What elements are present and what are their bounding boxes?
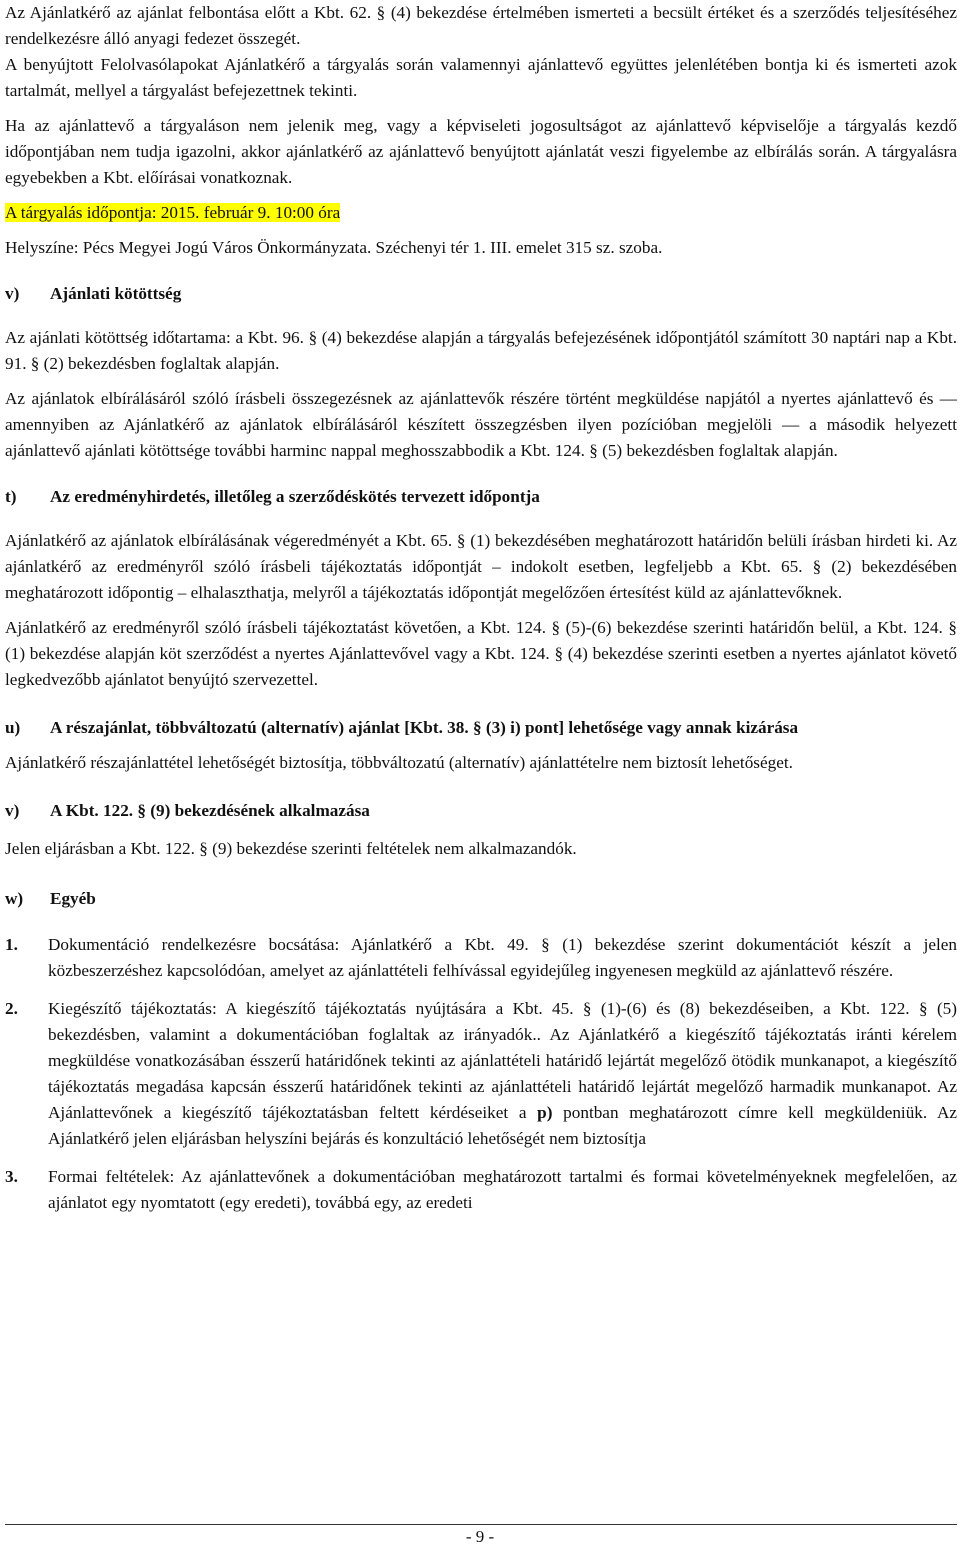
section-letter: w) (5, 889, 24, 908)
list-number: 3. (5, 1167, 18, 1186)
section-heading-kbt-122 (5, 798, 957, 824)
paragraph-binding-extension: Az ajánlatok elbírálásáról szóló írásbeli összegezésnek az ajánlattevők részére történt megküldése napjától a nyertes ajánlattevő és — amennyiben az Ajánlatkérő az ajánlatok elbírálásáról készített összegzésben ilyen pozícióban megjelöli — a második helyezett ajánlattevő ajánlati kötöttsége további harminc nappal meghosszabbodik a Kbt. 124. § (5) bekezdésben foglaltak alapján. (5, 389, 957, 460)
section-heading-results (5, 484, 957, 510)
paragraph-kbt-122: Jelen eljárásban a Kbt. 122. § (9) bekezdése szerinti feltételek nem alkalmazandók. (5, 839, 577, 858)
list-item-supplementary-info (5, 996, 957, 1152)
paragraph-results-announcement: Ajánlatkérő az ajánlatok elbírálásának végeredményét a Kbt. 65. § (1) bekezdésében meghatározott határidőn belüli írásban hirdeti ki. Az ajánlatkérő az eredményről szóló írásbeli tájékoztatás időpontját – indokolt esetben, legfeljebb a Kbt. 65. § (2) bekezdésében meghatározott időpontig – elhalaszthatja, melyről a tájékoztatás időpontját megelőzően értesítést küld az ajánlattevőknek. (5, 531, 957, 602)
list-text-bold: p) (537, 1103, 553, 1122)
section-letter: v) (5, 801, 20, 820)
section-title: A részajánlat, többváltozatú (alternatív) ajánlat [Kbt. 38. § (3) i) pont] lehetősége vagy annak kizárása (50, 718, 799, 737)
negotiation-date-highlight: A tárgyalás időpontja: 2015. február 9. 10:00 óra (5, 203, 341, 222)
list-text: Dokumentáció rendelkezésre bocsátása: Ajánlatkérő a Kbt. 49. § (1) bekezdése szerint dokumentációt készít a jelen közbeszerzéshez kapcsolódóan, amelyet az ajánlattételi felhívással egyidejűleg ingyenesen megküld az ajánlattevő részére. (48, 935, 957, 980)
paragraph-binding-period: Az ajánlati kötöttség időtartama: a Kbt. 96. § (4) bekezdése alapján a tárgyalás befejezésének időpontjától számított 30 naptári nap a Kbt. 91. § (2) bekezdésben foglaltak alapján. (5, 328, 957, 373)
list-text: Formai feltételek: Az ajánlattevőnek a dokumentációban meghatározott tartalmi és formai követelményeknek megfelelően, az ajánlatot egy nyomtatott (egy eredeti), továbbá egy, az eredeti (48, 1167, 957, 1212)
section-letter: t) (5, 487, 17, 506)
section-title: A Kbt. 122. § (9) bekezdésének alkalmazása (50, 801, 370, 820)
list-text-part: Kiegészítő tájékoztatás: A kiegészítő tájékoztatás nyújtására a Kbt. 45. § (1)-(6) és (8) bekezdéseiben, a Kbt. 122. § (5) bekezdésben, valamint a dokumentációban foglaltak az irányadók.. Az Ajánlatkérő a kiegészítő tájékoztatás iránti kérelem megküldése vonatkozásában ésszerű határidőnek tekinti az ajánlattételi határidő lejártát megelőző ötödik munkanapot, a kiegészítő tájékoztatás megadása kapcsán ésszerű határidőnek tekinti az ajánlattételi határidő lejártát megelőző harmadik munkanapot. Az Ajánlattevőnek a kiegészítő tájékoztatásban feltett kérdéseiket a (48, 999, 957, 1122)
list-text (48, 996, 957, 1152)
footer-divider (5, 1524, 957, 1525)
section-letter: u) (5, 718, 21, 737)
list-text-part: pontban meghatározott címre kell megküldeniük. Az Ajánlatkérő jelen eljárásban helyszíni bejárás és konzultáció lehetőségét nem biztosítja (48, 1103, 957, 1148)
paragraph-absence: Ha az ajánlattevő a tárgyaláson nem jelenik meg, vagy a képviseleti jogosultságot az ajánlattevő képviselője a tárgyalás kezdő időpontjában nem tudja igazolni, akkor ajánlatkérő az ajánlattevő benyújtott ajánlatát veszi figyelembe az elbírálás során. A tárgyalásra egyebekben a Kbt. előírásai vonatkoznak. (5, 116, 957, 187)
document-page (5, 0, 957, 1216)
paragraph-reading-sheets: A benyújtott Felolvasólapokat Ajánlatkérő a tárgyalás során valamennyi ajánlattevő együttes jelenlétében bontja ki és ismerteti azok tartalmát, mellyel a tárgyalást befejezettnek tekinti. (5, 55, 957, 100)
section-title: Egyéb (50, 889, 96, 908)
list-item-documentation (5, 932, 957, 984)
list-number: 1. (5, 935, 18, 954)
paragraph-contract-signing: Ajánlatkérő az eredményről szóló írásbeli tájékoztatást követően, a Kbt. 124. § (5)-(6) bekezdése szerinti határidőn belül, a Kbt. 124. § (1) bekezdése alapján köt szerződést a nyertes Ajánlattevővel vagy a Kbt. 124. § (4) bekezdése szerinti esetben a nyertes ajánlatot követő legkedvezőbb ajánlatot benyújtó szervezettel. (5, 618, 957, 689)
page-number: - 9 - (465, 1527, 495, 1546)
list-item-formal-requirements (5, 1164, 957, 1216)
list-number: 2. (5, 999, 18, 1018)
section-heading-bid-binding (5, 281, 957, 307)
section-heading-partial-bids (5, 715, 957, 741)
location-line: Helyszíne: Pécs Megyei Jogú Város Önkormányzata. Széchenyi tér 1. III. emelet 315 sz. szoba. (5, 238, 663, 257)
section-title: Az eredményhirdetés, illetőleg a szerződéskötés tervezett időpontja (50, 487, 540, 506)
paragraph-bid-opening: Az Ajánlatkérő az ajánlat felbontása előtt a Kbt. 62. § (4) bekezdése értelmében ismerteti a becsült értéket és a szerződés teljesítéséhez rendelkezésre álló anyagi fedezet összegét. (5, 3, 957, 48)
section-title: Ajánlati kötöttség (50, 284, 182, 303)
section-heading-other (5, 886, 957, 912)
negotiation-date-line (5, 200, 957, 226)
section-letter: v) (5, 284, 20, 303)
paragraph-partial-bids: Ajánlatkérő részajánlattétel lehetőségét biztosítja, többváltozatú (alternatív) ajánlattételre nem biztosít lehetőséget. (5, 753, 793, 772)
